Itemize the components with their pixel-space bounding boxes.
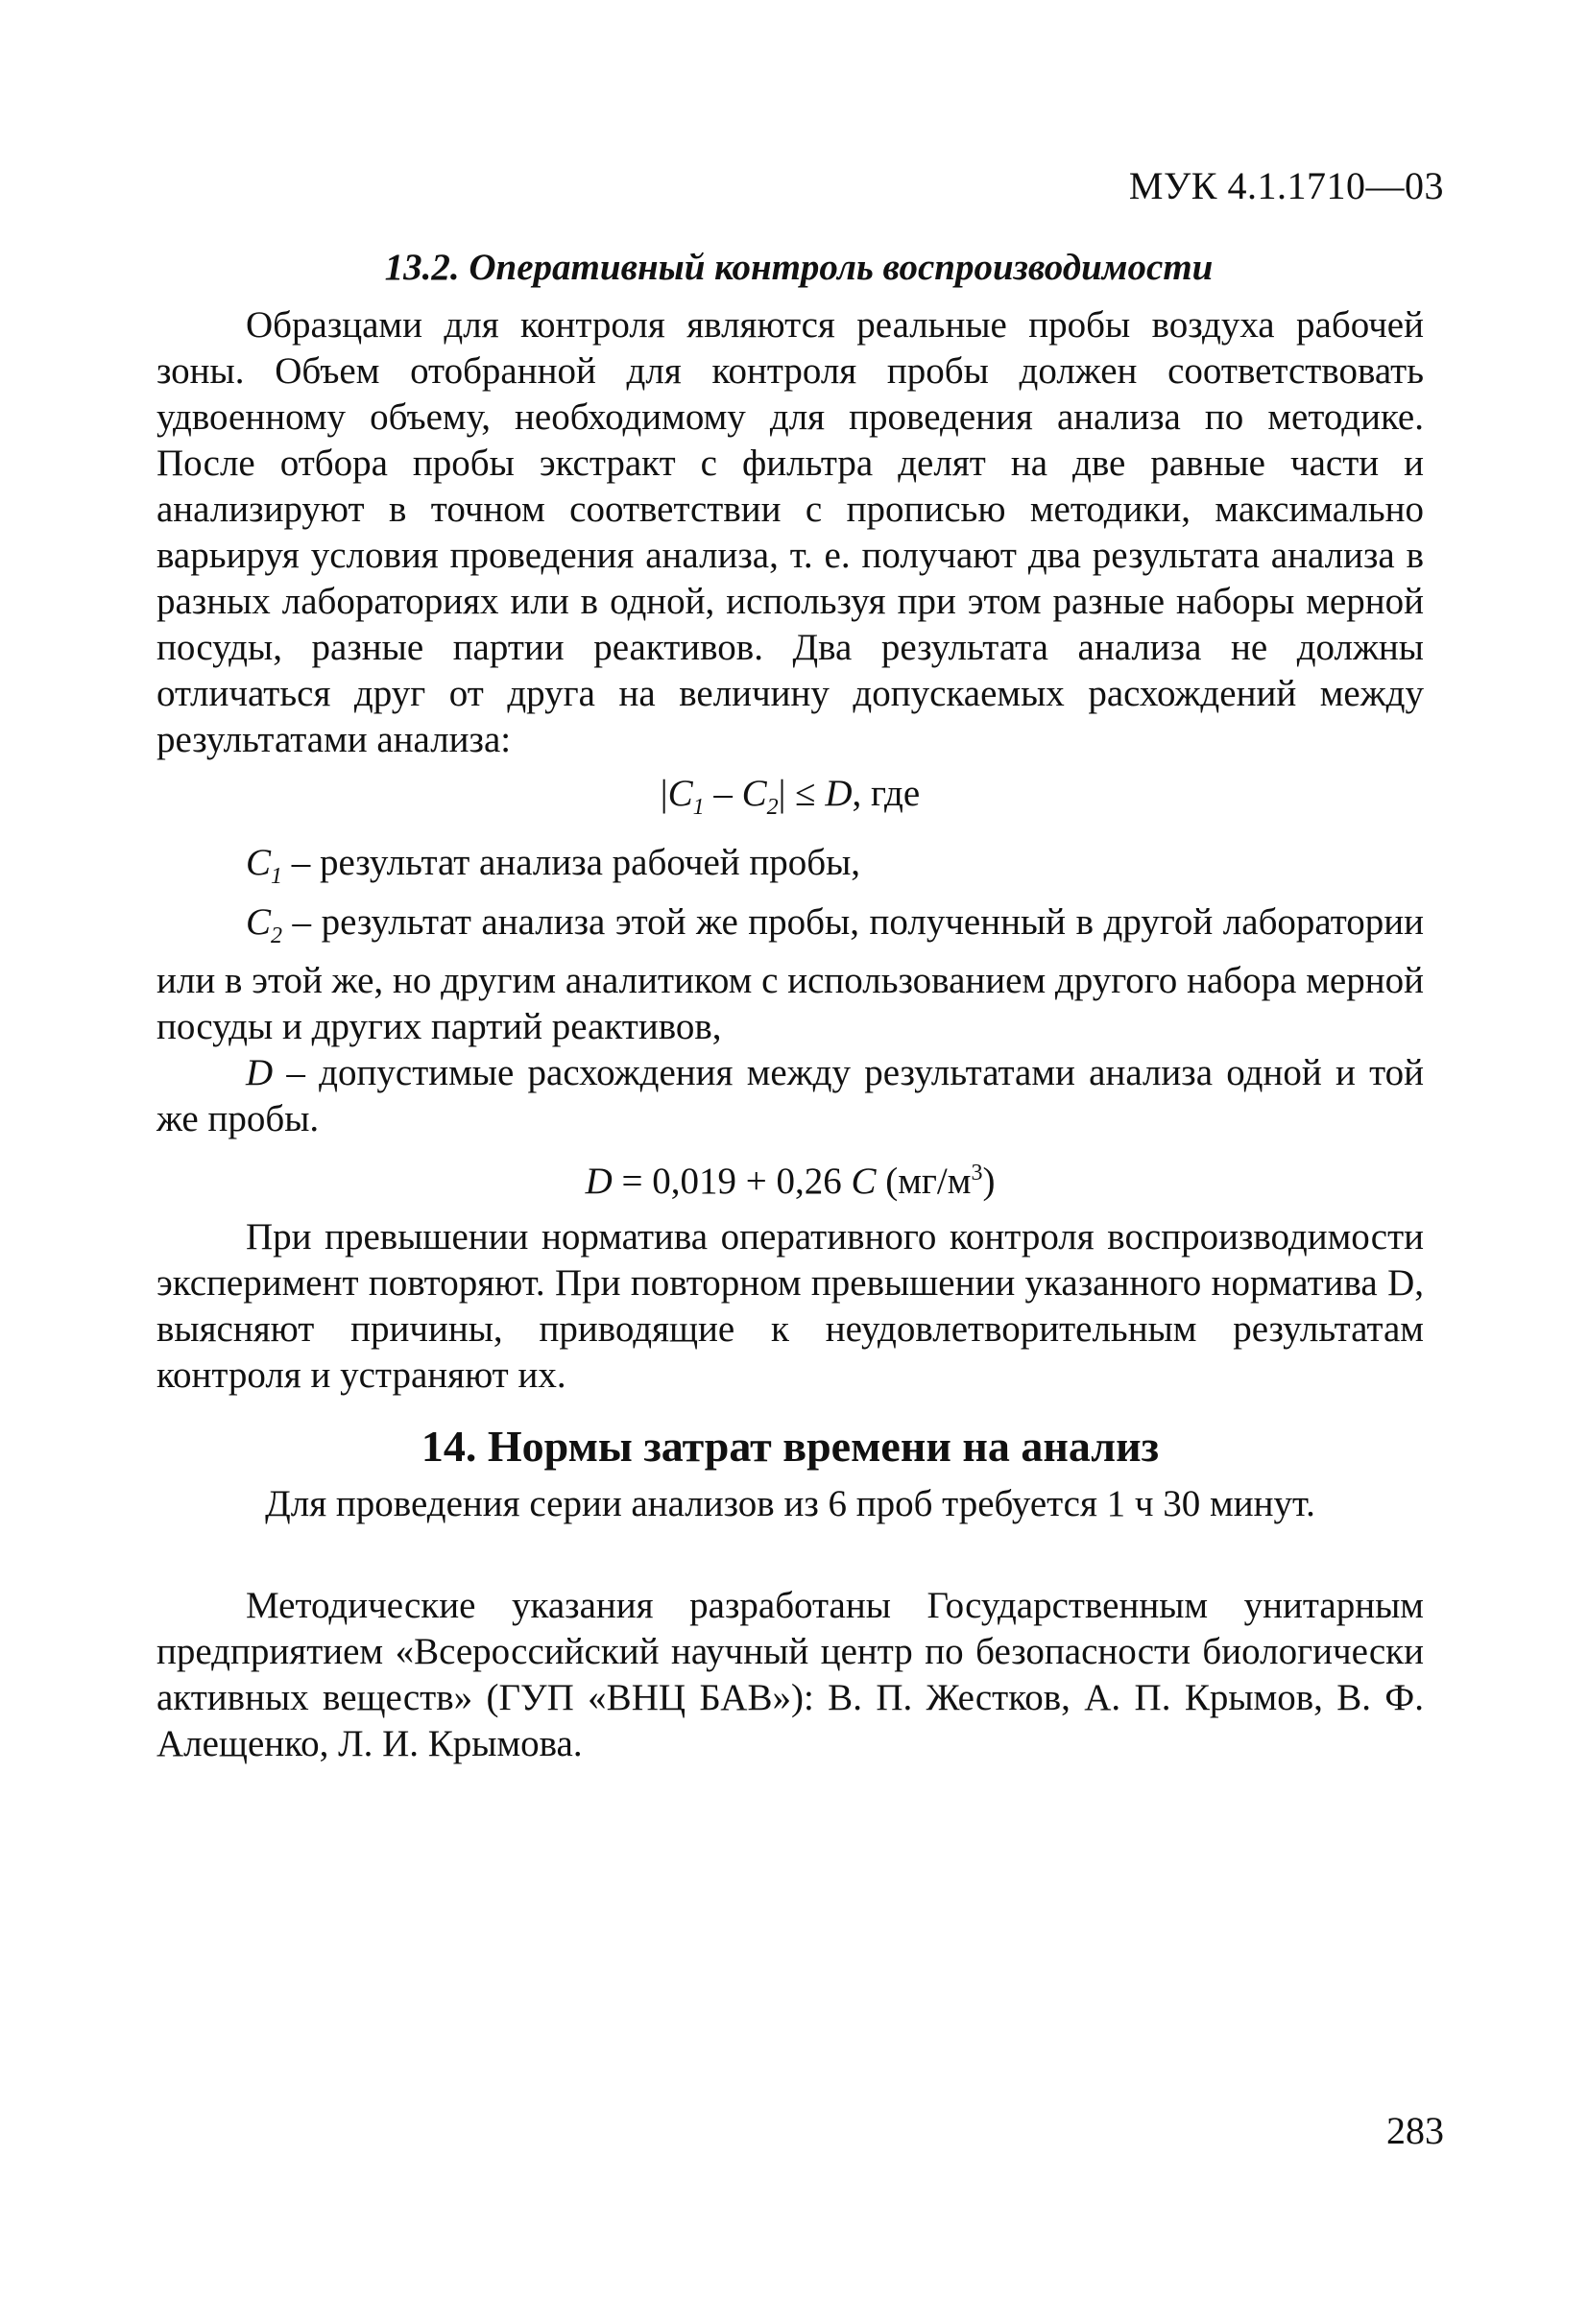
definition-subscript: 2	[271, 922, 283, 948]
definition-text: – результат анализа этой же пробы, полученный в другой лаборатории или в этой же, но другим аналитиком с использованием другого набора мерной посуды и других партий реактивов,	[156, 900, 1424, 1048]
symbol-definitions	[156, 840, 1424, 1143]
formula-c2-subscript: 2	[766, 794, 779, 820]
definition-symbol: C	[246, 900, 272, 943]
formula-tolerance	[156, 1150, 1424, 1205]
formula-c1-subscript: 1	[692, 794, 705, 820]
paragraph-time-norm: Для проведения серии анализов из 6 проб требуется 1 ч 30 минут.	[265, 1483, 1315, 1525]
formula-discrepancy	[156, 771, 1424, 830]
page-content	[156, 245, 1424, 1767]
formula-abs-close: | ≤	[778, 773, 826, 814]
section-title: 14. Нормы затрат времени на анализ	[421, 1422, 1160, 1472]
formula-d: D	[825, 773, 853, 814]
formula-c: C	[851, 1161, 877, 1203]
formula-abs-open: |	[660, 773, 668, 814]
paragraph-reproducibility-control: Образцами для контроля являются реальные пробы воздуха рабочей зоны. Объем отобранной для контроля пробы должен соответствовать удвоенному объему, необходимому для проведения анализа по методике. После отбора пробы экстракт с фильтра делят на две равные части и анализируют в точном соответствии с прописью методики, максимально варьируя условия проведения анализа, т. е. получают два результата анализа в разных лабораториях или в одной, используя при этом разные наборы мерной посуды, разные партии реактивов. Два результата анализа не должны отличаться друг от друга на величину допускаемых расхождений между результатами анализа:	[156, 304, 1424, 760]
running-head: МУК 4.1.1710—03	[1128, 164, 1444, 207]
definition-c2	[156, 899, 1424, 1051]
formula-expression: = 0,019 + 0,26	[612, 1161, 852, 1203]
definition-text: – допустимые расхождения между результатами анализа одной и той же пробы.	[156, 1052, 1424, 1140]
formula-unit-superscript: 3	[971, 1161, 983, 1186]
formula-c2: C	[741, 773, 767, 814]
formula-unit: (мг/м	[876, 1161, 972, 1203]
formula-d: D	[585, 1161, 613, 1203]
definition-symbol: C	[246, 841, 272, 883]
definition-subscript: 1	[271, 863, 283, 889]
paragraph-exceedance: При превышении норматива оперативного контроля воспроизводимости эксперимент повторяют. При повторном превышении указанного норматива D, выясняют причины, приводящие к неудовлетворительным результатам контроля и устраняют их.	[156, 1216, 1424, 1397]
definition-text: – результат анализа рабочей пробы,	[282, 841, 861, 883]
formula-minus: –	[704, 773, 742, 814]
formula-c1: C	[667, 773, 693, 814]
formula-unit-close: )	[982, 1161, 996, 1203]
subsection-title: 13.2. Оперативный контроль воспроизводимости	[384, 247, 1214, 288]
definition-symbol: D	[246, 1052, 274, 1094]
page-number: 283	[1386, 2109, 1444, 2152]
definition-d	[156, 1050, 1424, 1142]
formula-where: , где	[852, 773, 921, 814]
paragraph-authors: Методические указания разработаны Государственным унитарным предприятием «Всероссийский научный центр по безопасности биологически активных веществ» (ГУП «ВНЦ БАВ»): В. П. Жестков, А. П. Крымов, В. Ф. Алещенко, Л. И. Крымова.	[156, 1585, 1424, 1765]
definition-c1	[156, 840, 1424, 899]
